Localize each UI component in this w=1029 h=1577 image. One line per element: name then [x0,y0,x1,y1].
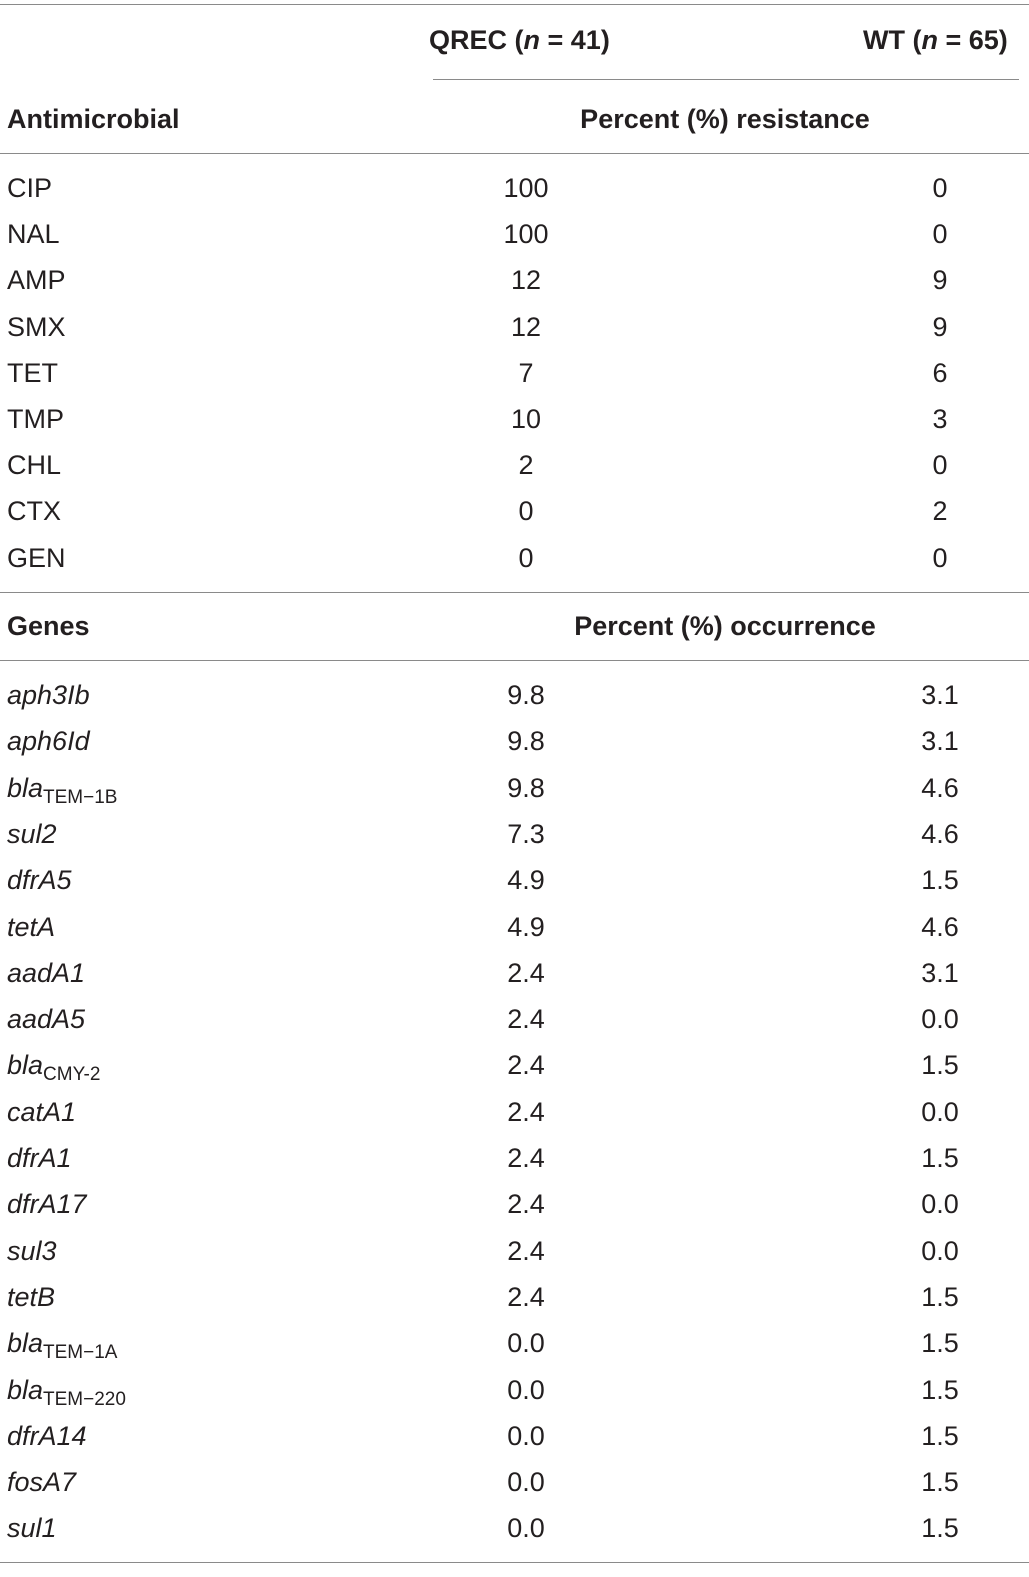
wt-occurrence-value: 1.5 [921,1513,959,1544]
antimicrobial-name: CTX [7,496,61,527]
top-rule [0,4,1029,5]
gene-subscript: TEM−1B [43,786,118,808]
gene-base-name: bla [7,1374,44,1405]
genes-header-rule [0,660,1029,661]
wt-occurrence-value: 4.6 [921,772,959,803]
gene-base-name: dfrA17 [7,1189,87,1220]
wt-occurrence-value: 0.0 [921,1235,959,1266]
gene-name [7,1142,72,1174]
qrec-resistance-value: 100 [503,173,549,203]
gene-base-name: bla [7,1050,44,1081]
qrec-occurrence-value: 2.4 [507,1281,545,1312]
qrec-n-value: = 41) [540,25,610,55]
qrec-occurrence-value: 0.0 [507,1513,545,1544]
wt-occurrence-value: 1.5 [921,865,959,896]
qrec-n-symbol: n [523,25,541,55]
wt-occurrence-value: 3.1 [921,726,959,757]
gene-name [7,957,85,989]
wt-occurrence-value: 4.6 [921,818,959,849]
resistance-measure-label: Percent (%) resistance [580,104,870,134]
qrec-occurrence-value: 2.4 [507,1143,545,1173]
wt-occurrence-value: 0.0 [921,1096,959,1127]
wt-resistance-value: 0 [932,173,948,203]
gene-base-name: sul2 [7,818,57,849]
gene-name [7,1049,101,1086]
gene-base-name: aph3Ib [7,680,90,710]
qrec-resistance-value: 2 [518,450,534,481]
gene-name [7,911,55,943]
gene-name [7,1466,76,1498]
group-header-rule [433,79,1019,80]
qrec-occurrence-value: 2.4 [507,1096,545,1127]
antimicrobial-name: NAL [7,219,60,250]
wt-occurrence-value: 3.1 [921,680,959,710]
qrec-occurrence-value: 9.8 [507,680,545,710]
qrec-occurrence-value: 7.3 [507,818,545,849]
gene-base-name: dfrA14 [7,1420,87,1451]
wt-resistance-value: 9 [932,311,948,342]
antimicrobial-name: TET [7,357,58,388]
antimicrobial-name: SMX [7,311,66,342]
wt-occurrence-value: 4.6 [921,911,959,942]
qrec-occurrence-value: 4.9 [507,911,545,942]
qrec-occurrence-value: 2.4 [507,1050,545,1081]
wt-occurrence-value: 1.5 [921,1050,959,1081]
wt-occurrence-value: 1.5 [921,1328,959,1359]
qrec-resistance-value: 7 [518,357,534,388]
wt-occurrence-value: 1.5 [921,1467,959,1498]
occurrence-measure-label: Percent (%) occurrence [574,611,876,641]
gene-base-name: aph6Id [7,726,90,757]
qrec-occurrence-value: 2.4 [507,1235,545,1266]
qrec-resistance-value: 0 [518,496,534,527]
qrec-occurrence-value: 0.0 [507,1328,545,1359]
gene-name [7,1235,57,1267]
gene-name [7,772,118,808]
qrec-occurrence-value: 9.8 [507,772,545,803]
gene-base-name: sul1 [7,1513,57,1544]
bottom-rule [0,1562,1029,1563]
gene-base-name: aadA5 [7,1004,86,1035]
wt-occurrence-value: 1.5 [921,1420,959,1451]
wt-resistance-value: 2 [932,496,948,527]
gene-base-name: tetB [7,1281,56,1312]
wt-occurrence-value: 1.5 [921,1143,959,1173]
gene-name [7,725,90,757]
wt-occurrence-value: 3.1 [921,957,959,988]
gene-name [7,679,90,711]
qrec-occurrence-value: 0.0 [507,1420,545,1451]
qrec-resistance-value: 100 [503,219,549,250]
wt-resistance-value: 0 [932,450,948,481]
gene-name [7,1003,85,1035]
qrec-occurrence-value: 0.0 [507,1467,545,1498]
qrec-name: QREC [429,25,508,55]
qrec-column-header: QREC (n = 41) [429,25,610,55]
gene-base-name: dfrA5 [7,865,72,896]
qrec-resistance-value: 12 [510,265,542,296]
gene-name [7,1096,76,1128]
gene-base-name: catA1 [7,1096,77,1127]
qrec-resistance-value: 0 [518,542,534,573]
wt-column-header: WT (n = 65) [863,25,1008,55]
genes-section-label: Genes [7,611,90,641]
wt-occurrence-value: 1.5 [921,1281,959,1312]
qrec-resistance-value: 10 [510,404,542,434]
wt-name: WT [863,25,905,55]
gene-base-name: bla [7,772,44,803]
section-divider-rule [0,592,1029,593]
qrec-occurrence-value: 2.4 [507,1004,545,1035]
wt-occurrence-value: 1.5 [921,1374,959,1405]
gene-base-name: sul3 [7,1235,57,1266]
wt-resistance-value: 0 [932,219,948,250]
qrec-occurrence-value: 4.9 [507,865,545,896]
antimicrobial-name: GEN [7,542,66,573]
gene-base-name: dfrA1 [7,1143,72,1173]
gene-name [7,1512,57,1544]
antimicrobial-header-rule [0,153,1029,154]
gene-name [7,1327,118,1364]
qrec-occurrence-value: 9.8 [507,726,545,757]
gene-name [7,818,57,850]
wt-resistance-value: 9 [932,265,948,296]
qrec-resistance-value: 12 [510,311,542,342]
wt-occurrence-value: 0.0 [921,1004,959,1035]
gene-base-name: tetA [7,911,56,942]
gene-name [7,1420,87,1452]
qrec-occurrence-value: 0.0 [507,1374,545,1405]
antimicrobial-name: CHL [7,450,62,481]
qrec-occurrence-value: 2.4 [507,1189,545,1220]
qrec-occurrence-value: 2.4 [507,957,545,988]
wt-resistance-value: 3 [932,404,948,434]
wt-resistance-value: 0 [932,542,948,573]
gene-name [7,1374,126,1410]
antimicrobial-section-label: Antimicrobial [7,104,180,134]
gene-name [7,1188,87,1220]
gene-base-name: aadA1 [7,957,86,988]
gene-subscript: TEM−220 [43,1388,126,1410]
antimicrobial-name: TMP [7,404,64,434]
wt-n-value: = 65) [937,25,1008,55]
wt-occurrence-value: 0.0 [921,1189,959,1220]
gene-subscript: TEM−1A [43,1342,118,1364]
wt-resistance-value: 6 [932,357,948,388]
gene-base-name: fosA7 [7,1467,77,1498]
gene-name [7,864,72,896]
gene-subscript: CMY-2 [43,1064,101,1086]
gene-base-name: bla [7,1328,44,1359]
antimicrobial-name: CIP [7,173,53,203]
gene-name [7,1281,55,1313]
antimicrobial-name: AMP [7,265,66,296]
wt-n-symbol: n [921,25,938,55]
